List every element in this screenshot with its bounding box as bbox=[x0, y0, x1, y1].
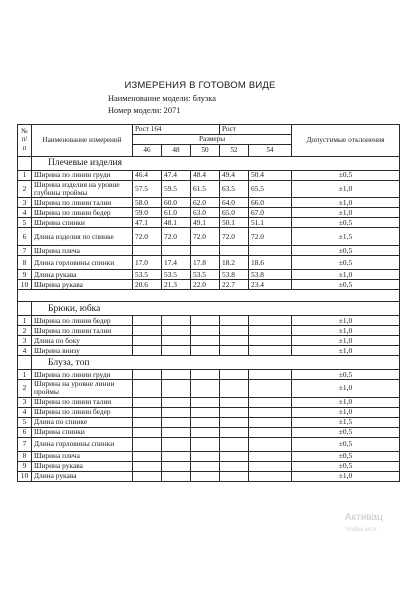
measurement-value: 53.8 bbox=[249, 270, 292, 280]
measurement-row bbox=[18, 461, 400, 471]
activation-watermark: Активац bbox=[345, 512, 383, 523]
row-number: 7 bbox=[18, 246, 32, 256]
measurement-name: Ширина изделия на уровне глубины проймы bbox=[32, 181, 133, 198]
tolerance-value: ±0,5 bbox=[292, 437, 400, 451]
section-row bbox=[18, 356, 400, 370]
measurement-value bbox=[220, 437, 249, 451]
measurement-value bbox=[191, 380, 220, 397]
row-number: 4 bbox=[18, 346, 32, 356]
measurement-row bbox=[18, 427, 400, 437]
measurement-value bbox=[133, 316, 162, 326]
measurement-value bbox=[162, 326, 191, 336]
measurement-value: 49.4 bbox=[220, 171, 249, 181]
measurement-row bbox=[18, 407, 400, 417]
row-number: 5 bbox=[18, 417, 32, 427]
measurement-value bbox=[162, 397, 191, 407]
measurement-row bbox=[18, 380, 400, 397]
measurement-name: Ширина внизу bbox=[32, 346, 133, 356]
measurement-row bbox=[18, 370, 400, 380]
measurement-value: 53.5 bbox=[191, 270, 220, 280]
measurement-row bbox=[18, 346, 400, 356]
measurement-value bbox=[162, 461, 191, 471]
measurement-value bbox=[133, 370, 162, 380]
measurement-value bbox=[133, 246, 162, 256]
tolerance-value: ±1,0 bbox=[292, 270, 400, 280]
measurement-value: 65.0 bbox=[220, 208, 249, 218]
section-title: Блуза, топ bbox=[32, 356, 400, 370]
measurement-value bbox=[191, 246, 220, 256]
tolerance-value: ±1,0 bbox=[292, 181, 400, 198]
header-size-50: 50 bbox=[191, 145, 220, 157]
measurement-value: 72.0 bbox=[249, 228, 292, 246]
measurement-value: 18.6 bbox=[249, 256, 292, 270]
measurement-value bbox=[191, 316, 220, 326]
header-growth-1: Рост 164 bbox=[133, 125, 220, 135]
measurement-value: 72.0 bbox=[162, 228, 191, 246]
measurement-value: 49.1 bbox=[191, 218, 220, 228]
measurement-row bbox=[18, 280, 400, 290]
section-blank-cell bbox=[18, 302, 32, 316]
tolerance-value: ±0,5 bbox=[292, 246, 400, 256]
measurement-value bbox=[162, 336, 191, 346]
measurement-value bbox=[133, 380, 162, 397]
tolerance-value: ±0,5 bbox=[292, 461, 400, 471]
measurement-value bbox=[133, 346, 162, 356]
measurement-value bbox=[162, 380, 191, 397]
measurement-name: Длина рукава bbox=[32, 471, 133, 481]
measurement-value bbox=[191, 407, 220, 417]
measurement-row bbox=[18, 246, 400, 256]
measurement-value bbox=[191, 336, 220, 346]
measurement-value bbox=[220, 326, 249, 336]
measurement-value bbox=[220, 246, 249, 256]
row-number: 1 bbox=[18, 370, 32, 380]
tolerance-value: ±1,0 bbox=[292, 407, 400, 417]
measurement-value bbox=[191, 471, 220, 481]
measurement-value: 18.2 bbox=[220, 256, 249, 270]
measurement-value: 59.0 bbox=[133, 208, 162, 218]
measurement-value bbox=[162, 471, 191, 481]
measurement-value bbox=[133, 417, 162, 427]
measurement-row bbox=[18, 437, 400, 451]
row-number: 9 bbox=[18, 461, 32, 471]
measurement-value bbox=[191, 370, 220, 380]
measurement-value: 61.0 bbox=[162, 208, 191, 218]
measurement-value bbox=[133, 461, 162, 471]
tolerance-value: ±1,0 bbox=[292, 380, 400, 397]
measurement-name: Ширина по линии бедер bbox=[32, 316, 133, 326]
measurement-value bbox=[162, 346, 191, 356]
row-number: 9 bbox=[18, 270, 32, 280]
measurement-value bbox=[191, 326, 220, 336]
measurement-value bbox=[191, 451, 220, 461]
measurement-row bbox=[18, 451, 400, 461]
measurement-name: Длина изделия по спинке bbox=[32, 228, 133, 246]
row-number: 1 bbox=[18, 316, 32, 326]
measurement-row bbox=[18, 218, 400, 228]
measurement-value bbox=[162, 451, 191, 461]
measurement-name: Ширина на уровне линии проймы bbox=[32, 380, 133, 397]
tolerance-value: ±0,5 bbox=[292, 218, 400, 228]
tolerance-value: ±1,5 bbox=[292, 417, 400, 427]
measurement-value bbox=[249, 407, 292, 417]
measurement-value: 22.7 bbox=[220, 280, 249, 290]
measurement-value: 51.1 bbox=[249, 218, 292, 228]
measurement-value bbox=[249, 437, 292, 451]
measurement-value: 64.0 bbox=[220, 198, 249, 208]
model-number: Номер модели: 2071 bbox=[108, 106, 181, 115]
header-size-48: 48 bbox=[162, 145, 191, 157]
measurement-value: 58.0 bbox=[133, 198, 162, 208]
measurement-value bbox=[191, 437, 220, 451]
measurement-value: 65.5 bbox=[249, 181, 292, 198]
measurement-name: Ширина по линии бедер bbox=[32, 407, 133, 417]
measurement-value: 53.5 bbox=[133, 270, 162, 280]
tolerance-value: ±1,5 bbox=[292, 228, 400, 246]
measurement-value bbox=[191, 346, 220, 356]
measurement-value bbox=[162, 407, 191, 417]
row-number: 4 bbox=[18, 208, 32, 218]
section-title: Плечевые изделия bbox=[32, 157, 400, 171]
measurement-name: Ширина по линии груди bbox=[32, 370, 133, 380]
measurement-row bbox=[18, 326, 400, 336]
measurement-name: Длина рукава bbox=[32, 270, 133, 280]
measurement-name: Ширина по линии груди bbox=[32, 171, 133, 181]
measurement-value bbox=[249, 471, 292, 481]
row-number: 6 bbox=[18, 427, 32, 437]
measurement-value bbox=[133, 397, 162, 407]
measurement-value bbox=[249, 346, 292, 356]
measurement-value: 48.4 bbox=[191, 171, 220, 181]
measurement-value bbox=[220, 407, 249, 417]
measurement-name: Ширина плеча bbox=[32, 246, 133, 256]
measurement-value bbox=[191, 461, 220, 471]
measurement-value bbox=[220, 417, 249, 427]
row-number: 2 bbox=[18, 380, 32, 397]
measurement-value bbox=[220, 380, 249, 397]
measurement-name: Ширина по линии талии bbox=[32, 397, 133, 407]
measurement-value: 53.8 bbox=[220, 270, 249, 280]
measurement-value: 61.5 bbox=[191, 181, 220, 198]
measurement-name: Длина по боку bbox=[32, 336, 133, 346]
measurement-value bbox=[220, 471, 249, 481]
row-number: 4 bbox=[18, 407, 32, 417]
measurement-value bbox=[249, 461, 292, 471]
measurement-row bbox=[18, 397, 400, 407]
measurement-name: Ширина плеча bbox=[32, 451, 133, 461]
row-number: 5 bbox=[18, 218, 32, 228]
activation-watermark-hint: Чтобы акти bbox=[345, 527, 377, 533]
measurement-value: 57.5 bbox=[133, 181, 162, 198]
measurement-value: 53.5 bbox=[162, 270, 191, 280]
table-body bbox=[18, 125, 400, 482]
row-number: 10 bbox=[18, 471, 32, 481]
section-row bbox=[18, 157, 400, 171]
tolerance-value: ±0,5 bbox=[292, 256, 400, 270]
header-sizes-label: Размеры bbox=[133, 135, 292, 145]
row-number: 3 bbox=[18, 198, 32, 208]
measurement-value: 63.5 bbox=[220, 181, 249, 198]
measurement-value: 72.0 bbox=[133, 228, 162, 246]
tolerance-value: ±0,5 bbox=[292, 451, 400, 461]
measurements-table bbox=[17, 124, 400, 482]
row-number: 8 bbox=[18, 256, 32, 270]
row-number: 7 bbox=[18, 437, 32, 451]
tolerance-value: ±1,0 bbox=[292, 198, 400, 208]
measurement-value bbox=[133, 471, 162, 481]
row-number: 3 bbox=[18, 336, 32, 346]
measurement-value: 72.0 bbox=[191, 228, 220, 246]
measurement-value: 59.5 bbox=[162, 181, 191, 198]
measurement-value: 22.0 bbox=[191, 280, 220, 290]
section-row bbox=[18, 302, 400, 316]
measurement-value: 62.0 bbox=[191, 198, 220, 208]
measurement-row bbox=[18, 171, 400, 181]
measurement-value: 47.4 bbox=[162, 171, 191, 181]
measurement-value bbox=[249, 427, 292, 437]
measurement-row bbox=[18, 316, 400, 326]
measurement-name: Ширина по линии талии bbox=[32, 326, 133, 336]
measurement-value bbox=[133, 407, 162, 417]
measurement-row bbox=[18, 208, 400, 218]
measurement-name: Ширина по линии бедер bbox=[32, 208, 133, 218]
header-size-54: 54 bbox=[249, 145, 292, 157]
tolerance-value: ±0,5 bbox=[292, 427, 400, 437]
header-size-46: 46 bbox=[133, 145, 162, 157]
measurement-value bbox=[220, 336, 249, 346]
measurement-value bbox=[133, 437, 162, 451]
header-growth-2: Рост bbox=[220, 125, 292, 135]
measurement-name: Ширина рукава bbox=[32, 461, 133, 471]
measurement-row bbox=[18, 256, 400, 270]
measurement-value bbox=[249, 336, 292, 346]
measurement-name: Ширина спинки bbox=[32, 218, 133, 228]
tolerance-value: ±1,0 bbox=[292, 326, 400, 336]
measurement-value bbox=[220, 370, 249, 380]
measurement-value: 23.4 bbox=[249, 280, 292, 290]
measurement-value: 67.0 bbox=[249, 208, 292, 218]
model-name: Наименование модели: блузка bbox=[108, 94, 216, 103]
measurement-value bbox=[162, 417, 191, 427]
measurement-value: 17.4 bbox=[162, 256, 191, 270]
measurement-value bbox=[162, 316, 191, 326]
measurement-value: 17.8 bbox=[191, 256, 220, 270]
measurement-row bbox=[18, 198, 400, 208]
tolerance-value: ±1,0 bbox=[292, 471, 400, 481]
row-number: 6 bbox=[18, 228, 32, 246]
measurement-value bbox=[220, 346, 249, 356]
measurement-value: 48.1 bbox=[162, 218, 191, 228]
measurement-row bbox=[18, 336, 400, 346]
tolerance-value: ±1,0 bbox=[292, 336, 400, 346]
measurement-value bbox=[249, 451, 292, 461]
measurement-value bbox=[191, 427, 220, 437]
measurement-row bbox=[18, 181, 400, 198]
row-number: 1 bbox=[18, 171, 32, 181]
tolerance-value: ±0,5 bbox=[292, 370, 400, 380]
spacer-cell bbox=[18, 290, 400, 302]
measurement-value: 46.4 bbox=[133, 171, 162, 181]
section-blank-cell bbox=[18, 157, 32, 171]
measurement-name: Длина горловины спинки bbox=[32, 437, 133, 451]
measurement-value: 66.0 bbox=[249, 198, 292, 208]
row-number: 10 bbox=[18, 280, 32, 290]
row-number: 2 bbox=[18, 181, 32, 198]
measurement-value: 21.3 bbox=[162, 280, 191, 290]
measurement-value bbox=[249, 246, 292, 256]
tolerance-value: ±1,0 bbox=[292, 316, 400, 326]
measurement-value bbox=[220, 451, 249, 461]
measurement-row bbox=[18, 270, 400, 280]
measurement-value: 60.0 bbox=[162, 198, 191, 208]
measurement-value bbox=[162, 246, 191, 256]
measurement-value bbox=[249, 397, 292, 407]
measurement-value bbox=[133, 336, 162, 346]
header-num: № п/ п bbox=[18, 125, 32, 157]
measurement-name: Ширина по линии талии bbox=[32, 198, 133, 208]
measurement-value: 50.4 bbox=[249, 171, 292, 181]
section-spacer bbox=[18, 290, 400, 302]
tolerance-value: ±1,0 bbox=[292, 346, 400, 356]
measurement-row bbox=[18, 417, 400, 427]
measurement-value bbox=[191, 417, 220, 427]
measurement-value bbox=[133, 326, 162, 336]
measurement-value bbox=[220, 316, 249, 326]
measurement-value bbox=[162, 370, 191, 380]
header-size-52: 52 bbox=[220, 145, 249, 157]
measurement-value bbox=[162, 427, 191, 437]
section-title: Брюки, юбка bbox=[32, 302, 400, 316]
measurement-value bbox=[249, 417, 292, 427]
measurement-name: Длина по спинке bbox=[32, 417, 133, 427]
header-name: Наименование измерений bbox=[32, 125, 133, 157]
measurement-value bbox=[220, 427, 249, 437]
document-title: ИЗМЕРЕНИЯ В ГОТОВОМ ВИДЕ bbox=[124, 80, 276, 91]
measurement-value bbox=[249, 316, 292, 326]
measurement-value bbox=[191, 397, 220, 407]
measurement-value bbox=[249, 380, 292, 397]
section-blank-cell bbox=[18, 356, 32, 370]
measurement-value bbox=[133, 451, 162, 461]
header-row-growth bbox=[18, 125, 400, 135]
measurement-value bbox=[133, 427, 162, 437]
row-number: 2 bbox=[18, 326, 32, 336]
tolerance-value: ±1,0 bbox=[292, 397, 400, 407]
measurement-value bbox=[249, 370, 292, 380]
row-number: 8 bbox=[18, 451, 32, 461]
measurement-value: 50.1 bbox=[220, 218, 249, 228]
measurement-value: 72.0 bbox=[220, 228, 249, 246]
tolerance-value: ±0,5 bbox=[292, 171, 400, 181]
measurement-row bbox=[18, 471, 400, 481]
measurement-value: 47.1 bbox=[133, 218, 162, 228]
header-tolerance: Допустимые отклонения bbox=[292, 125, 400, 157]
measurement-name: Длина горловины спинки bbox=[32, 256, 133, 270]
measurement-value bbox=[220, 397, 249, 407]
measurement-value bbox=[220, 461, 249, 471]
measurement-name: Ширина спинки bbox=[32, 427, 133, 437]
measurement-value: 63.0 bbox=[191, 208, 220, 218]
measurement-value: 17.0 bbox=[133, 256, 162, 270]
measurement-value: 20.6 bbox=[133, 280, 162, 290]
measurement-name: Ширина рукава bbox=[32, 280, 133, 290]
tolerance-value: ±1,0 bbox=[292, 208, 400, 218]
measurement-value bbox=[249, 326, 292, 336]
measurement-value bbox=[162, 437, 191, 451]
tolerance-value: ±0,5 bbox=[292, 280, 400, 290]
row-number: 3 bbox=[18, 397, 32, 407]
measurement-row bbox=[18, 228, 400, 246]
